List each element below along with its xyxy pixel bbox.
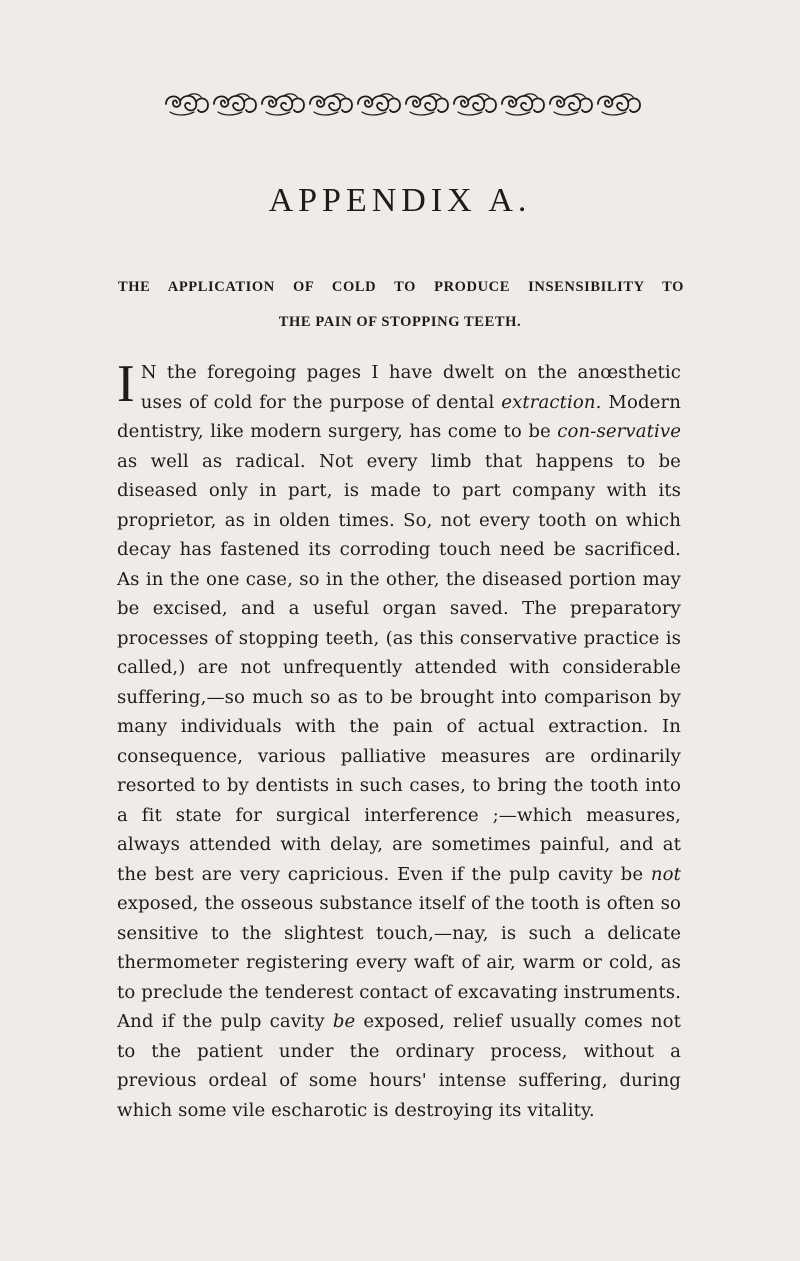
ornament-motif xyxy=(550,94,592,115)
body-text: exposed, relief usually comes not to the patient under the ordinary process, without a previous ordeal of some hours' intense suffering, during which some vile escharotic is destroying its vitality. xyxy=(117,1011,681,1121)
body-text: exposed, the osseous substance itself of the tooth is often so sensitive to the slightest touch,—nay, is such a delicate thermometer registering every waft of air, warm or cold, as to preclude the tenderest contact of excavating instruments. And if the pulp cavity xyxy=(117,893,681,1032)
body-text: Modern dentistry, like modern surgery, has come to be xyxy=(117,391,681,442)
ornament-motif xyxy=(214,94,256,115)
ornament-motif xyxy=(502,94,544,115)
body-paragraph xyxy=(117,355,681,1125)
subtitle-line-1: THE APPLICATION OF COLD TO PRODUCE INSENSIBILITY TO xyxy=(118,279,684,295)
ornament-motif xyxy=(166,94,208,115)
body-text: N the foregoing pages I have dwelt on the anœsthetic uses of cold for the purpose of dental xyxy=(140,362,681,413)
ornament-motif xyxy=(454,94,496,115)
ornament-motif xyxy=(598,94,640,115)
subtitle-line-2: THE PAIN OF STOPPING TEETH. xyxy=(278,314,522,330)
ornament-motif xyxy=(358,94,400,115)
page-title: APPENDIX A. xyxy=(268,182,532,219)
drop-cap: I xyxy=(117,355,135,413)
decorative-scroll-border-icon xyxy=(162,90,644,116)
ornament-motif xyxy=(262,94,304,115)
ornament-motif xyxy=(310,94,352,115)
emphasis-text: con-servative xyxy=(557,421,681,442)
emphasis-text: extraction. xyxy=(501,391,602,413)
emphasis-text: be xyxy=(332,1011,356,1032)
emphasis-text: not xyxy=(650,863,681,885)
ornament-motif xyxy=(406,94,448,115)
body-text: as well as radical. Not every limb that happens to be diseased only in part, is made to part company with its proprietor, as in olden times. So, not every tooth on which decay has fastened its corroding touch need be sacrificed. As in the one case, so in the other, the diseased portion may be excised, and a useful organ saved. The preparatory processes of stopping teeth, (as this conservative practice is called,) are not unfrequently attended with considerable suffering,—so much so as to be brought into comparison by many individuals with the pain of actual extraction. In consequence, various palliative measures are ordinarily resorted to by dentists in such cases, to bring the tooth into a fit state for surgical interference ;—which measures, always attended with delay, are sometimes painful, and at the best are very capricious. Even if the pulp cavity be xyxy=(117,450,681,885)
